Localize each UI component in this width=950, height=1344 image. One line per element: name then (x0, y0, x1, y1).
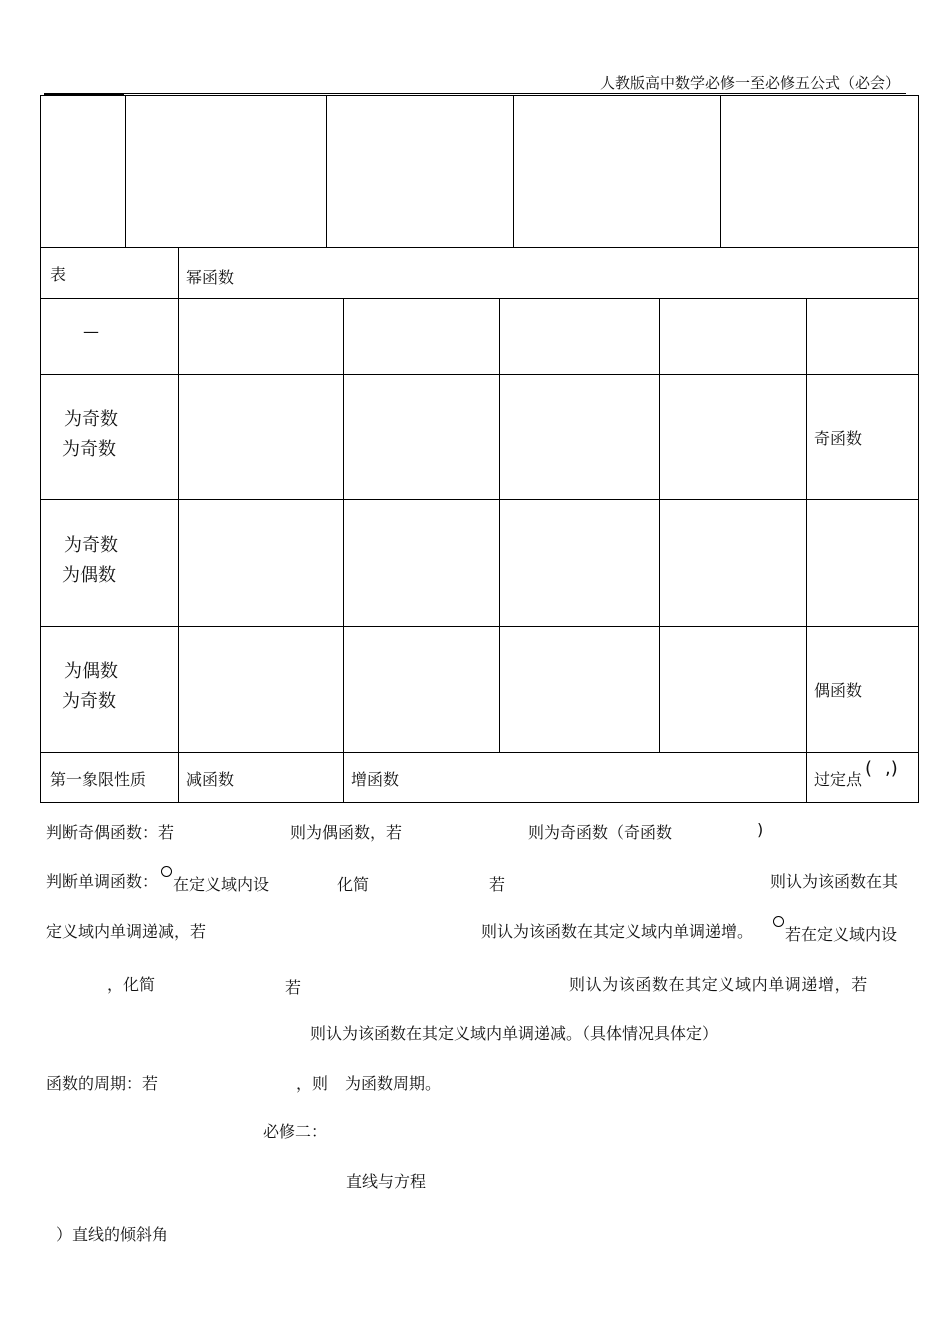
text-specific: 则认为该函数在其定义域内单调递减。（具体情况具体定） (310, 1024, 719, 1043)
circle-marker-icon (161, 866, 172, 877)
text-monotonic-a: 判断单调函数： (46, 872, 159, 891)
text-simplify-b: 若 (285, 978, 302, 997)
table-odd-function: 奇函数 (814, 429, 863, 448)
text-decreasing-b: 则认为该函数在其定义域内单调递增。 (481, 922, 754, 941)
text-decreasing-a: 定义域内单调递减，若 (46, 922, 207, 941)
table-row-parity: 为奇数 为奇数 (62, 409, 118, 460)
table-first-quadrant: 第一象限性质 (50, 770, 147, 789)
text-odd-even-b: 则为偶函数，若 (290, 823, 403, 842)
table-label-biao: 表 (50, 265, 67, 284)
table-dash: — (83, 322, 99, 341)
text-monotonic-c: 化简 (337, 875, 370, 894)
table-paren-close: ,) (885, 758, 898, 779)
table-row-parity: 为奇数 为偶数 (62, 535, 118, 586)
table-label-power-function: 幂函数 (186, 268, 235, 287)
text-simplify-c: 则认为该函数在其定义域内单调递增，若 (569, 975, 868, 994)
text-period-b: ，则 (296, 1074, 329, 1093)
text-monotonic-d: 若 (489, 875, 506, 894)
section-heading-required-two: 必修二： (263, 1122, 328, 1141)
table-fixed-point: 过定点 (814, 770, 863, 789)
table-row-parity: 为偶数 为奇数 (62, 661, 118, 712)
text-monotonic-b: 在定义域内设 (173, 875, 270, 894)
circle-marker-icon (773, 916, 784, 927)
text-decreasing-c: 若在定义域内设 (785, 925, 898, 944)
text-odd-even-a: 判断奇偶函数：若 (46, 823, 175, 842)
text-odd-even-c: 则为奇函数（奇函数 (528, 823, 673, 842)
text-simplify-a: ，化简 (107, 975, 156, 994)
text-period-a: 函数的周期：若 (46, 1074, 159, 1093)
table-even-function: 偶函数 (814, 681, 863, 700)
text-inclination-angle: ）直线的倾斜角 (56, 1225, 169, 1244)
text-period-c: 为函数周期。 (345, 1074, 442, 1093)
section-subheading-line-equation: 直线与方程 (346, 1172, 427, 1191)
table-decreasing: 减函数 (186, 770, 235, 789)
header-rule (44, 93, 906, 94)
page-header-title: 人教版高中数学必修一至必修五公式（必会） (599, 74, 900, 92)
text-odd-even-d: ) (757, 820, 764, 839)
text-monotonic-e: 则认为该函数在其 (770, 872, 899, 891)
table-increasing: 增函数 (351, 770, 400, 789)
table-paren-open: ( (865, 758, 873, 779)
